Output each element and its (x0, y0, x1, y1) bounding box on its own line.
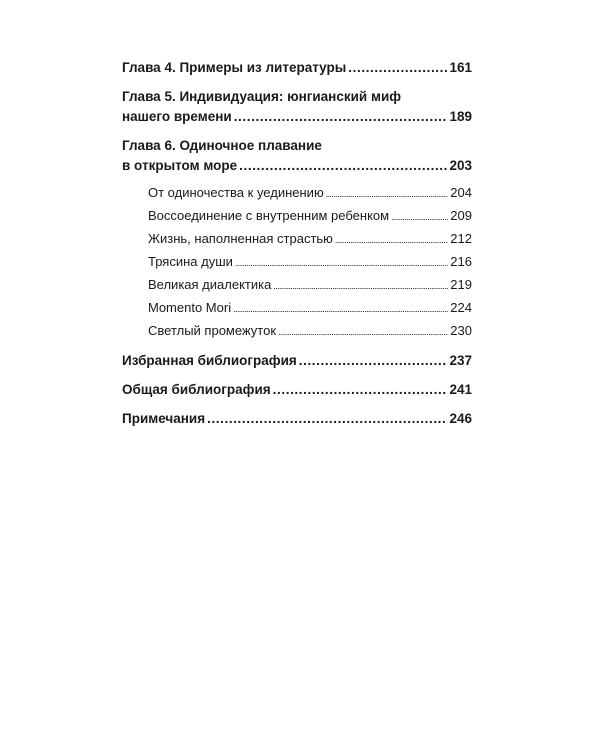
toc-entry-title: Общая библиография (122, 382, 271, 397)
dot-leader (233, 299, 448, 320)
table-of-contents (122, 58, 472, 438)
dot-leader (335, 230, 448, 251)
dot-leader (234, 107, 448, 127)
toc-entry-page: 203 (449, 158, 472, 173)
toc-entry-selected-bibliography (122, 351, 472, 371)
toc-entry-title: Избранная библиография (122, 353, 297, 368)
dot-leader (348, 58, 447, 78)
toc-section-title: Momento Mori (148, 300, 232, 315)
toc-entry-title: нашего времени (122, 109, 232, 124)
toc-entry-chapter-4 (122, 58, 472, 78)
toc-entry-page: 237 (449, 353, 472, 368)
dot-leader (273, 276, 448, 297)
toc-entry-page: 241 (449, 382, 472, 397)
toc-entry-chapter-6 (122, 136, 472, 176)
toc-section-title: Воссоединение с внутренним ребенком (148, 208, 390, 223)
dot-leader (207, 409, 447, 429)
toc-entry-title: Примечания (122, 411, 206, 426)
toc-section-entry (122, 228, 472, 251)
toc-entry-general-bibliography (122, 380, 472, 400)
toc-section-title: Трясина души (148, 254, 233, 269)
toc-entry-page: 161 (449, 60, 472, 75)
toc-entry-page: 189 (449, 109, 472, 124)
toc-sections (122, 182, 472, 343)
toc-section-page: 204 (450, 185, 472, 200)
toc-section-entry (122, 205, 472, 228)
toc-section-entry (122, 251, 472, 274)
dot-leader (299, 351, 448, 371)
toc-section-title: Великая диалектика (148, 277, 272, 292)
dot-leader (326, 184, 449, 205)
toc-entry-title-line1: Глава 5. Индивидуация: юнгианский миф (122, 89, 402, 104)
toc-section-page: 212 (450, 231, 472, 246)
toc-entry-title: в открытом море (122, 158, 238, 173)
dot-leader (391, 207, 448, 228)
dot-leader (278, 322, 448, 343)
toc-section-page: 209 (450, 208, 472, 223)
toc-section-page: 219 (450, 277, 472, 292)
toc-entry-title-line1: Глава 6. Одиночное плавание (122, 138, 322, 153)
toc-entry-page: 246 (449, 411, 472, 426)
toc-section-page: 224 (450, 300, 472, 315)
dot-leader (273, 380, 448, 400)
toc-section-page: 230 (450, 323, 472, 338)
dot-leader (239, 156, 447, 176)
toc-section-title: Жизнь, наполненная страстью (148, 231, 333, 246)
toc-section-entry (122, 320, 472, 343)
toc-section-page: 216 (450, 254, 472, 269)
toc-entry-title: Глава 4. Примеры из литературы (122, 60, 347, 75)
toc-section-title: Светлый промежуток (148, 323, 277, 338)
toc-entry-chapter-5 (122, 87, 472, 127)
toc-section-title: От одиночества к уединению (148, 185, 324, 200)
toc-section-entry (122, 274, 472, 297)
dot-leader (235, 253, 448, 274)
toc-entry-notes (122, 409, 472, 429)
toc-section-entry (122, 182, 472, 205)
toc-section-entry (122, 297, 472, 320)
